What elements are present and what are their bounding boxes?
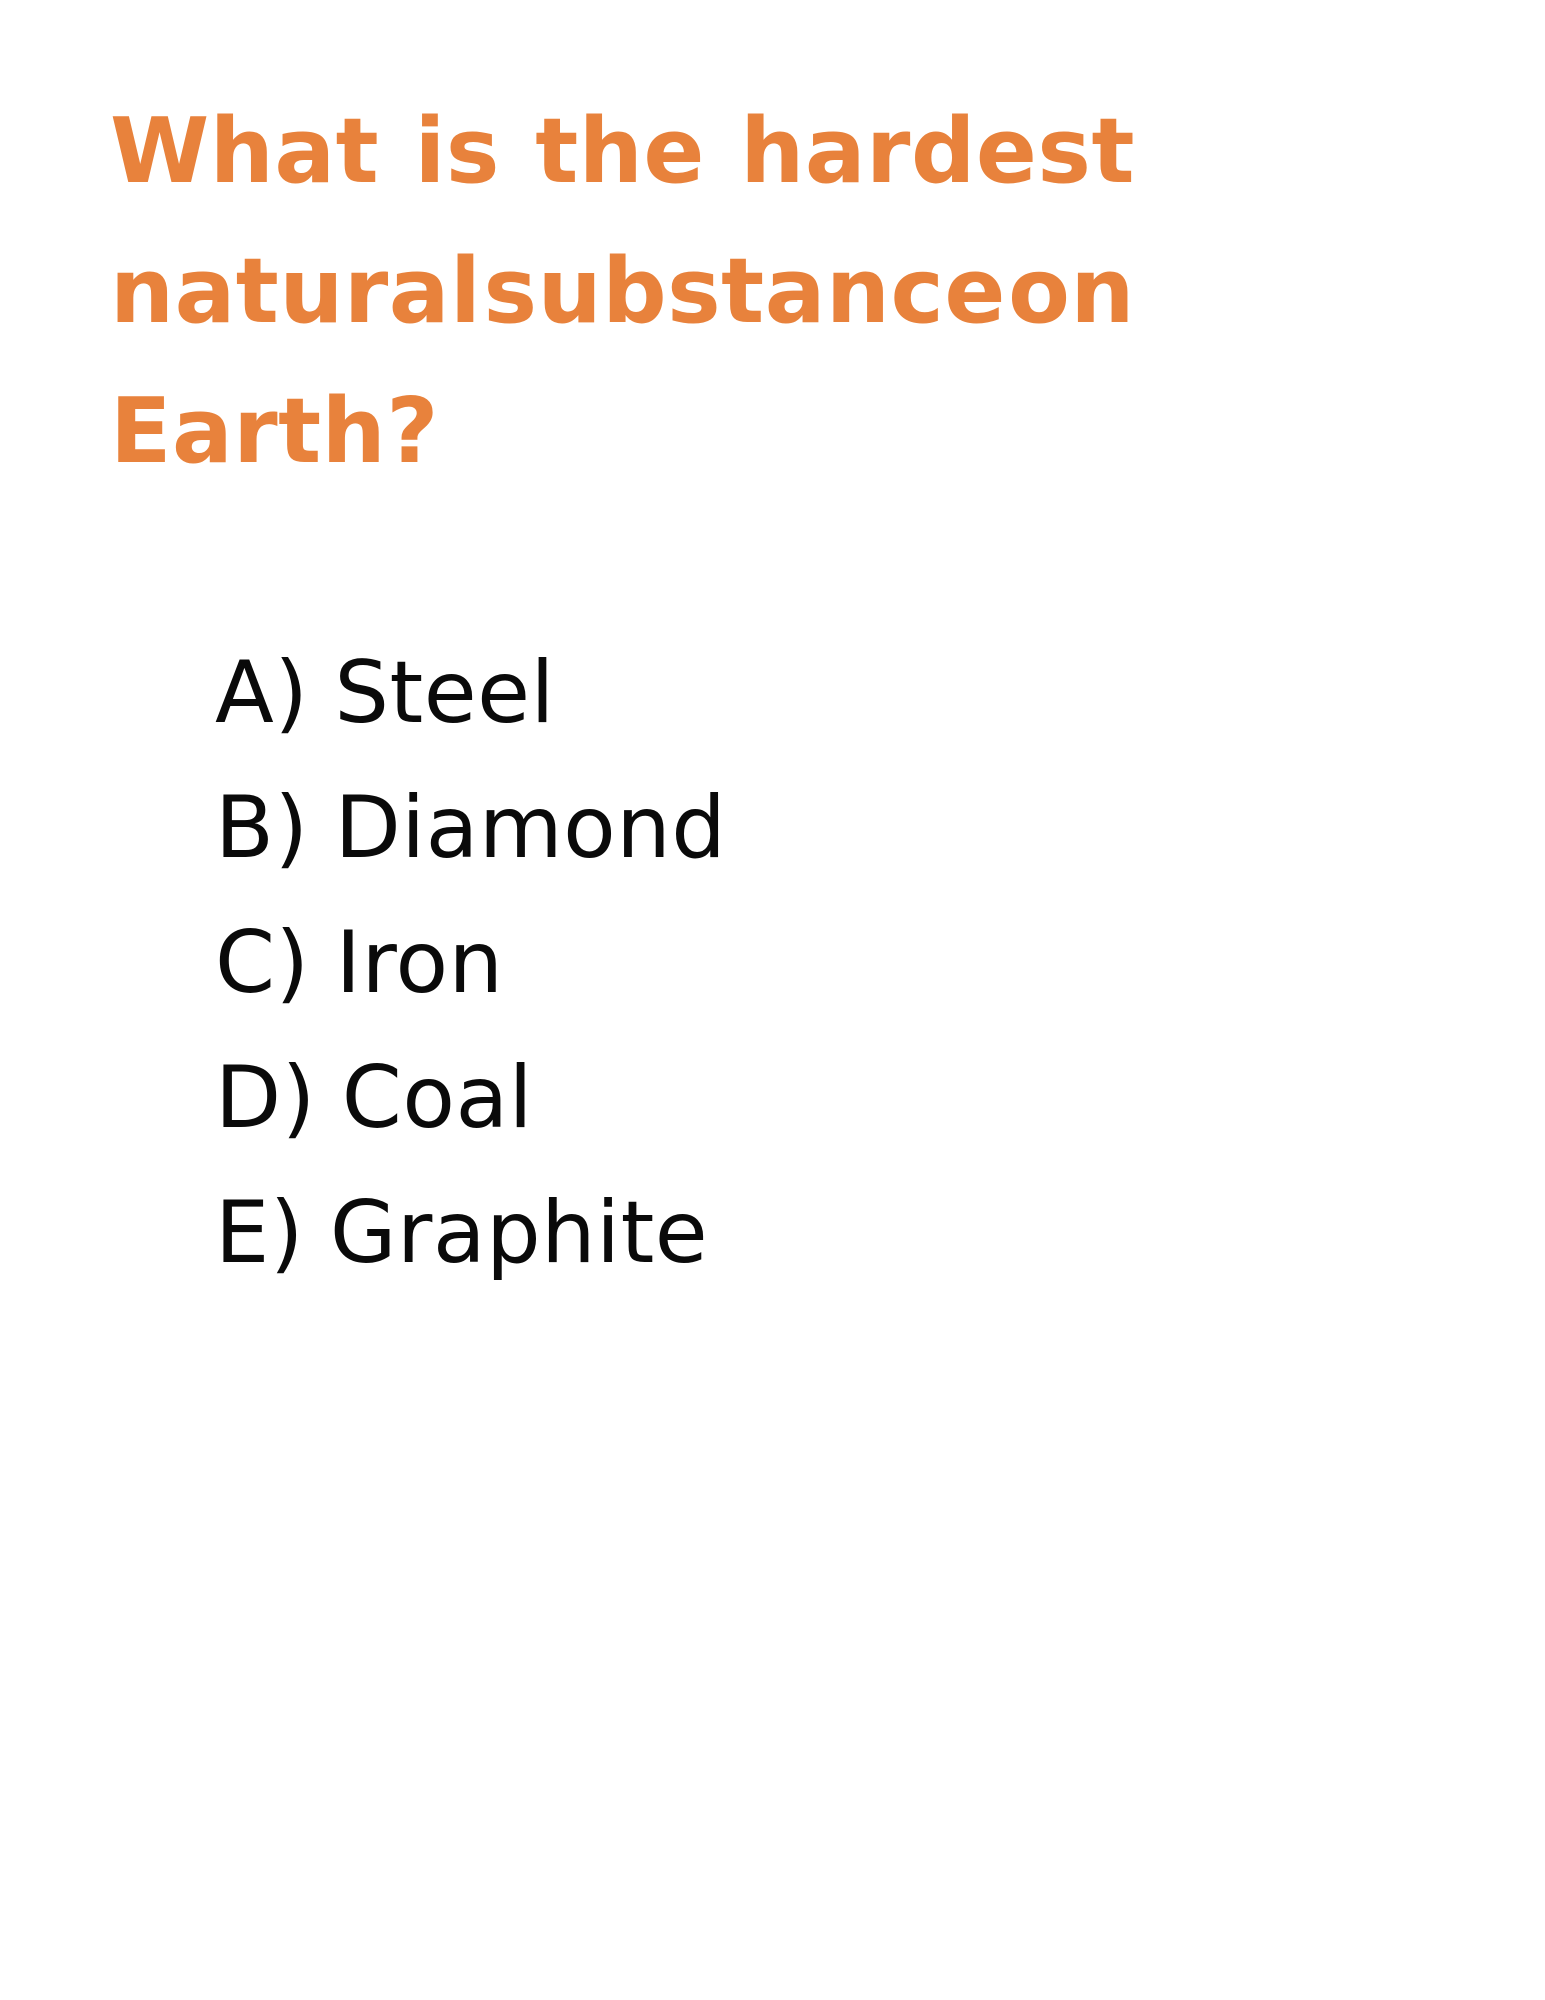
options-list	[215, 626, 726, 1301]
option-e-graphite[interactable]	[215, 1166, 726, 1301]
option-letter: A)	[215, 643, 309, 743]
question-line-1	[110, 82, 1135, 222]
option-label: Graphite	[329, 1183, 709, 1283]
option-b-diamond[interactable]	[215, 761, 726, 896]
option-a-steel[interactable]	[215, 626, 726, 761]
question-word: What	[110, 99, 380, 204]
option-d-coal[interactable]	[215, 1031, 726, 1166]
option-letter: D)	[215, 1048, 316, 1148]
question-word: on	[1008, 239, 1135, 344]
option-label: Diamond	[334, 778, 727, 878]
question-word: Earth?	[110, 379, 439, 484]
option-label: Coal	[341, 1048, 534, 1148]
question-line-3	[110, 362, 1135, 502]
option-letter: C)	[215, 913, 310, 1013]
question-word: substance	[483, 239, 1006, 344]
option-label: Steel	[334, 643, 555, 743]
question-word: is	[414, 99, 500, 204]
question-word: hardest	[740, 99, 1135, 204]
question-text	[110, 82, 1135, 502]
question-word: the	[535, 99, 705, 204]
option-label: Iron	[335, 913, 504, 1013]
option-letter: B)	[215, 778, 309, 878]
question-word: natural	[110, 239, 482, 344]
option-c-iron[interactable]	[215, 896, 726, 1031]
option-letter: E)	[215, 1183, 304, 1283]
question-line-2	[110, 222, 1135, 362]
